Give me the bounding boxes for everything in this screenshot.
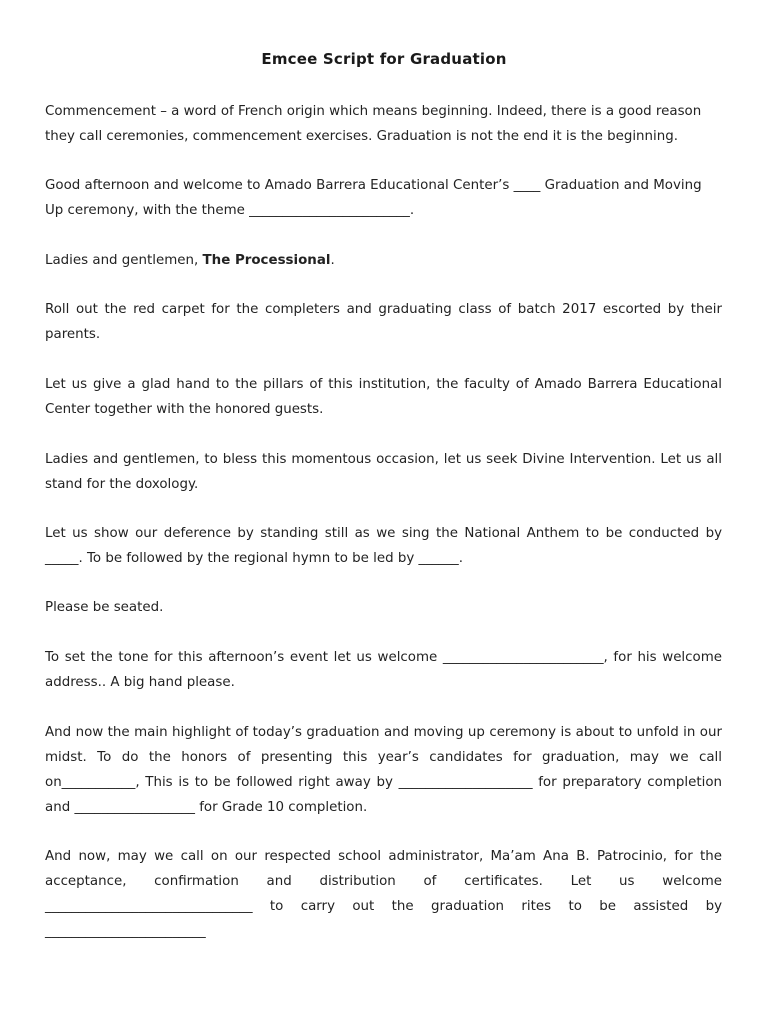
- paragraph-doxology: Ladies and gentlemen, to bless this momentous occasion, let us seek Divine Intervention. Let us all stand for the doxology.: [45, 452, 722, 492]
- paragraph-welcome-address: To set the tone for this afternoon’s event let us welcome ________________________, for his welcome address.. A big hand please.: [45, 650, 722, 690]
- paragraph-candidates: And now the main highlight of today’s graduation and moving up ceremony is about to unfold in our midst. To do the honors of presenting this year’s candidates for graduation, may we call on___________, This is to be followed right away by ____________________ for preparatory completion and __________________ for Grade 10 completion.: [45, 725, 722, 815]
- processional-intro-text: Ladies and gentlemen,: [45, 253, 203, 268]
- processional-period: .: [330, 253, 335, 268]
- paragraph-red-carpet: Roll out the red carpet for the completers and graduating class of batch 2017 escorted by their parents.: [45, 302, 722, 342]
- paragraph-faculty: Let us give a glad hand to the pillars of this institution, the faculty of Amado Barrera Educational Center together with the honored guests.: [45, 377, 722, 417]
- document-title: Emcee Script for Graduation: [261, 50, 507, 68]
- processional-bold-text: The Processional: [202, 253, 331, 268]
- paragraph-certificates: And now, may we call on our respected school administrator, Ma’am Ana B. Patrocinio, for the acceptance, confirmation and distribution of certificates. Let us welcome _______________________________ to carry out the graduation rites to be assisted by ________________________: [45, 849, 722, 939]
- paragraph-processional: [45, 248, 722, 273]
- paragraph-national-anthem: Let us show our deference by standing still as we sing the National Anthem to be conducted by _____. To be followed by the regional hymn to be led by ______.: [45, 526, 722, 566]
- paragraph-commencement: Commencement – a word of French origin which means beginning. Indeed, there is a good reason they call ceremonies, commencement exercises. Graduation is not the end it is the beginning.: [45, 104, 702, 144]
- paragraph-be-seated: Please be seated.: [45, 600, 164, 615]
- paragraph-welcome: Good afternoon and welcome to Amado Barrera Educational Center’s ____ Graduation and Moving Up ceremony, with the theme ________________________.: [45, 178, 702, 218]
